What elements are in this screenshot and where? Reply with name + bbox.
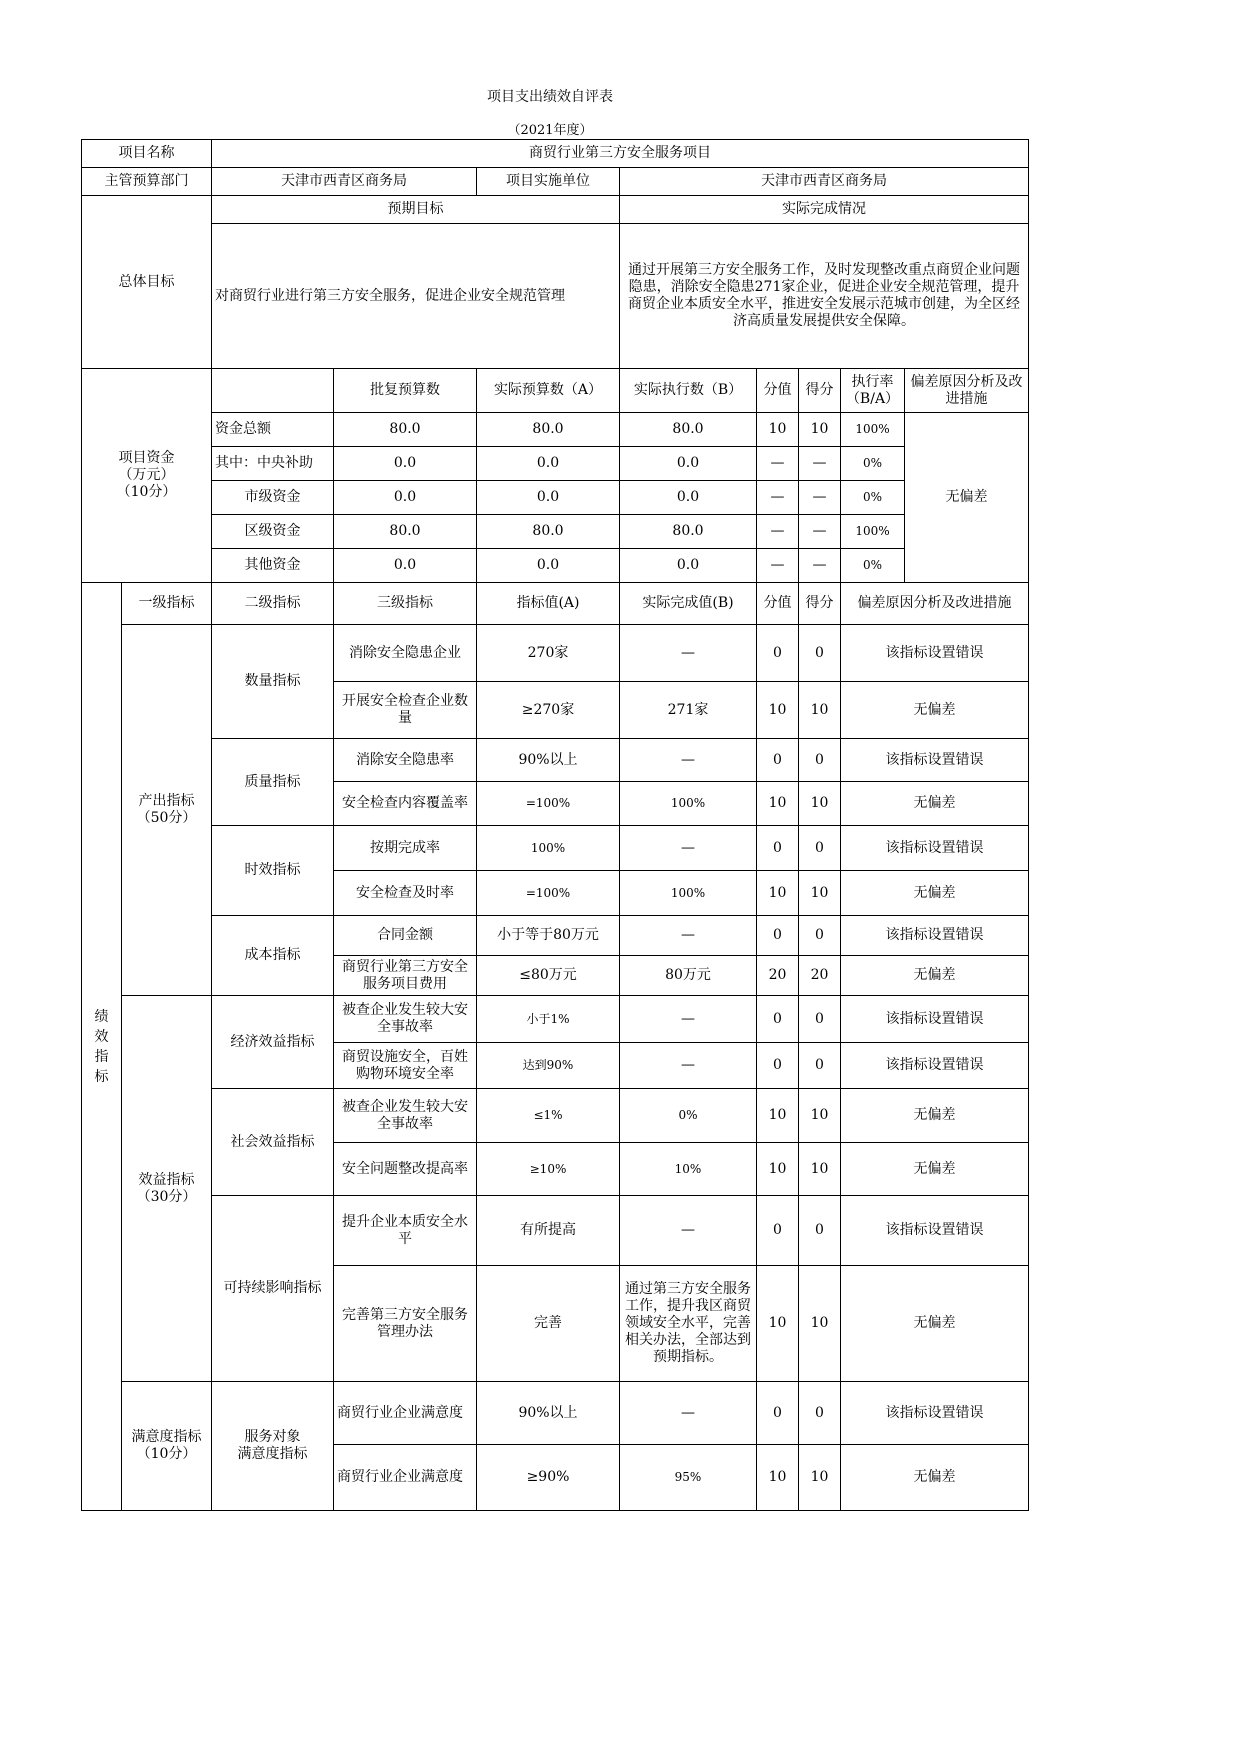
l3-name: 提升企业本质安全水平 — [334, 1196, 477, 1266]
l1-label-line: （30分） — [136, 1188, 197, 1205]
funds-row — [82, 413, 1029, 447]
l2-service-satisfaction — [212, 1382, 334, 1511]
perf-score-header: 分值 — [757, 583, 799, 625]
score: 0 — [757, 1196, 799, 1266]
l1-label-line: （10分） — [136, 1446, 197, 1462]
l1-output — [122, 625, 212, 996]
goals-label: 总体目标 — [82, 196, 212, 369]
target-value: 有所提高 — [477, 1196, 620, 1266]
funds-rate: 0% — [841, 549, 905, 583]
funds-approved: 80.0 — [334, 515, 477, 549]
impl-label: 项目实施单位 — [477, 168, 620, 196]
reason: 该指标设置错误 — [841, 996, 1029, 1043]
target-header: 指标值(A) — [477, 583, 620, 625]
funds-got-header: 得分 — [799, 369, 841, 413]
l3-name: 开展安全检查企业数量 — [334, 682, 477, 739]
project-name-label: 项目名称 — [82, 140, 212, 168]
l1-label-line: （50分） — [136, 810, 197, 826]
funds-got: — — [799, 515, 841, 549]
reason: 该指标设置错误 — [841, 1382, 1029, 1445]
reason: 无偏差 — [841, 956, 1029, 996]
funds-actual: 80.0 — [477, 413, 620, 447]
funds-label-line: （万元） — [118, 467, 175, 483]
l2-header: 二级指标 — [212, 583, 334, 625]
indicator-row — [82, 1196, 1029, 1266]
funds-executed: 0.0 — [620, 549, 757, 583]
got: 0 — [799, 1382, 841, 1445]
funds-score: — — [757, 447, 799, 481]
score: 10 — [757, 1089, 799, 1143]
indicator-row — [82, 916, 1029, 956]
l3-name: 安全检查及时率 — [334, 871, 477, 916]
funds-row-name: 资金总额 — [212, 413, 334, 447]
target-value: 完善 — [477, 1266, 620, 1382]
l3-header: 三级指标 — [334, 583, 477, 625]
got: 0 — [799, 826, 841, 871]
got: 10 — [799, 1143, 841, 1196]
l1-label-line: 产出指标 — [138, 793, 195, 809]
score: 0 — [757, 1043, 799, 1089]
actual-value-header: 实际完成值(B) — [620, 583, 757, 625]
funds-score-header: 分值 — [757, 369, 799, 413]
actual-value: — — [620, 625, 757, 682]
actual-value: — — [620, 826, 757, 871]
funds-executed: 80.0 — [620, 515, 757, 549]
l3-name: 商贸行业企业满意度 — [334, 1445, 477, 1511]
reason: 无偏差 — [841, 1089, 1029, 1143]
l1-satisfaction — [122, 1382, 212, 1511]
l1-label-line: 效益指标 — [138, 1171, 195, 1188]
score: 0 — [757, 916, 799, 956]
funds-actual: 0.0 — [477, 447, 620, 481]
funds-score: — — [757, 515, 799, 549]
target-value: 100% — [477, 826, 620, 871]
perf-side-char: 绩 — [94, 1008, 109, 1025]
actual-value: 100% — [620, 782, 757, 826]
funds-row — [82, 447, 1029, 481]
l3-name: 被查企业发生较大安全事故率 — [334, 996, 477, 1043]
actual-value: — — [620, 996, 757, 1043]
got: 10 — [799, 1089, 841, 1143]
funds-rate: 0% — [841, 447, 905, 481]
score: 0 — [757, 996, 799, 1043]
reason: 无偏差 — [841, 1143, 1029, 1196]
l1-header: 一级指标 — [122, 583, 212, 625]
perf-side-label — [82, 583, 122, 1511]
target-value: ≤1% — [477, 1089, 620, 1143]
target-value: ≥90% — [477, 1445, 620, 1511]
perf-got-header: 得分 — [799, 583, 841, 625]
indicator-row — [82, 739, 1029, 782]
score: 10 — [757, 1445, 799, 1511]
target-value: =100% — [477, 782, 620, 826]
l1-benefit — [122, 996, 212, 1382]
target-value: 达到90% — [477, 1043, 620, 1089]
l2-sustainable: 可持续影响指标 — [212, 1196, 334, 1382]
got: 10 — [799, 1445, 841, 1511]
l3-name: 安全问题整改提高率 — [334, 1143, 477, 1196]
l2-label-line: 服务对象 — [244, 1429, 301, 1445]
funds-reason: 无偏差 — [905, 413, 1029, 583]
target-value: ≥10% — [477, 1143, 620, 1196]
funds-approved: 0.0 — [334, 481, 477, 515]
got: 0 — [799, 1043, 841, 1089]
actual-value: — — [620, 1196, 757, 1266]
score: 10 — [757, 1143, 799, 1196]
l3-name: 消除安全隐患率 — [334, 739, 477, 782]
dept-label: 主管预算部门 — [82, 168, 212, 196]
reason: 该指标设置错误 — [841, 1196, 1029, 1266]
score: 0 — [757, 826, 799, 871]
funds-row — [82, 549, 1029, 583]
approved-budget-header: 批复预算数 — [334, 369, 477, 413]
perf-side-char: 标 — [94, 1068, 109, 1085]
got: 0 — [799, 625, 841, 682]
actual-budget-header: 实际预算数（A） — [477, 369, 620, 413]
indicator-row — [82, 1382, 1029, 1445]
funds-approved: 0.0 — [334, 549, 477, 583]
reason: 该指标设置错误 — [841, 916, 1029, 956]
got: 20 — [799, 956, 841, 996]
score: 10 — [757, 782, 799, 826]
funds-label — [82, 369, 212, 583]
department-row — [82, 168, 1029, 196]
l3-name: 合同金额 — [334, 916, 477, 956]
target-value: ≥270家 — [477, 682, 620, 739]
got: 0 — [799, 739, 841, 782]
indicator-row — [82, 1089, 1029, 1143]
got: 10 — [799, 871, 841, 916]
funds-score: — — [757, 481, 799, 515]
funds-row — [82, 481, 1029, 515]
indicator-row — [82, 826, 1029, 871]
funds-header-row — [82, 369, 1029, 413]
funds-score: — — [757, 549, 799, 583]
l3-name: 按期完成率 — [334, 826, 477, 871]
funds-actual: 0.0 — [477, 549, 620, 583]
funds-label-line: 项目资金 — [118, 450, 175, 466]
actual-value: 100% — [620, 871, 757, 916]
funds-executed: 0.0 — [620, 481, 757, 515]
funds-row-name: 其他资金 — [212, 549, 334, 583]
self-evaluation-table — [81, 139, 1029, 1511]
actual-value: — — [620, 916, 757, 956]
execution-rate-header: 执行率（B/A） — [841, 369, 905, 413]
goals-header-row — [82, 196, 1029, 224]
l2-timeliness: 时效指标 — [212, 826, 334, 916]
target-value: 小于等于80万元 — [477, 916, 620, 956]
page-title: 项目支出绩效自评表 — [487, 89, 613, 105]
target-value: =100% — [477, 871, 620, 916]
actual-completion-text: 通过开展第三方安全服务工作，及时发现整改重点商贸企业问题隐患，消除安全隐患271家企业，促进企业安全规范管理，提升商贸企业本质安全水平，推进安全发展示范城市创建，为全区经济高质量发展提供安全保障。 — [620, 224, 1029, 369]
actual-value: — — [620, 739, 757, 782]
funds-score: 10 — [757, 413, 799, 447]
reason: 无偏差 — [841, 1266, 1029, 1382]
l2-quantity: 数量指标 — [212, 625, 334, 739]
actual-value: 80万元 — [620, 956, 757, 996]
l3-name: 安全检查内容覆盖率 — [334, 782, 477, 826]
score: 0 — [757, 739, 799, 782]
reason: 无偏差 — [841, 871, 1029, 916]
expected-goal-header: 预期目标 — [212, 196, 620, 224]
actual-value: 0% — [620, 1089, 757, 1143]
reason: 无偏差 — [841, 1445, 1029, 1511]
funds-got: — — [799, 481, 841, 515]
l3-name: 被查企业发生较大安全事故率 — [334, 1089, 477, 1143]
perf-reason-header: 偏差原因分析及改进措施 — [841, 583, 1029, 625]
reason: 该指标设置错误 — [841, 625, 1029, 682]
score: 10 — [757, 1266, 799, 1382]
l3-name: 完善第三方安全服务管理办法 — [334, 1266, 477, 1382]
l3-name: 商贸设施安全，百姓购物环境安全率 — [334, 1043, 477, 1089]
actual-value: — — [620, 1382, 757, 1445]
actual-completion-header: 实际完成情况 — [620, 196, 1029, 224]
executed-header: 实际执行数（B） — [620, 369, 757, 413]
perf-side-char: 指 — [94, 1048, 109, 1065]
funds-blank-header — [212, 369, 334, 413]
funds-executed: 0.0 — [620, 447, 757, 481]
reason: 该指标设置错误 — [841, 739, 1029, 782]
goals-content-row — [82, 224, 1029, 369]
funds-approved: 80.0 — [334, 413, 477, 447]
got: 0 — [799, 996, 841, 1043]
page-year: （2021年度） — [507, 123, 593, 138]
l2-cost: 成本指标 — [212, 916, 334, 996]
funds-actual: 80.0 — [477, 515, 620, 549]
score: 20 — [757, 956, 799, 996]
l2-social: 社会效益指标 — [212, 1089, 334, 1196]
l2-label-line: 满意度指标 — [237, 1446, 308, 1462]
funds-reason-header: 偏差原因分析及改进措施 — [905, 369, 1029, 413]
score: 0 — [757, 1382, 799, 1445]
actual-value: 95% — [620, 1445, 757, 1511]
target-value: 90%以上 — [477, 739, 620, 782]
indicator-row — [82, 625, 1029, 682]
perf-header-row — [82, 583, 1029, 625]
funds-row-name: 区级资金 — [212, 515, 334, 549]
target-value: 270家 — [477, 625, 620, 682]
actual-value: 通过第三方安全服务工作，提升我区商贸领域安全水平，完善相关办法，全部达到预期指标。 — [620, 1266, 757, 1382]
funds-executed: 80.0 — [620, 413, 757, 447]
perf-side-char: 效 — [94, 1028, 109, 1045]
project-name-value: 商贸行业第三方安全服务项目 — [212, 140, 1029, 168]
got: 10 — [799, 1266, 841, 1382]
funds-rate: 0% — [841, 481, 905, 515]
score: 10 — [757, 682, 799, 739]
score: 10 — [757, 871, 799, 916]
got: 0 — [799, 916, 841, 956]
target-value: 90%以上 — [477, 1382, 620, 1445]
got: 0 — [799, 1196, 841, 1266]
reason: 该指标设置错误 — [841, 1043, 1029, 1089]
funds-actual: 0.0 — [477, 481, 620, 515]
got: 10 — [799, 682, 841, 739]
impl-value: 天津市西青区商务局 — [620, 168, 1029, 196]
actual-value: — — [620, 1043, 757, 1089]
funds-got: — — [799, 447, 841, 481]
funds-row — [82, 515, 1029, 549]
l3-name: 商贸行业企业满意度 — [334, 1382, 477, 1445]
score: 0 — [757, 625, 799, 682]
funds-got: — — [799, 549, 841, 583]
indicator-row — [82, 996, 1029, 1043]
expected-goal-text: 对商贸行业进行第三方安全服务，促进企业安全规范管理 — [212, 224, 620, 369]
funds-label-line: （10分） — [116, 484, 177, 500]
l2-quality: 质量指标 — [212, 739, 334, 826]
reason: 该指标设置错误 — [841, 826, 1029, 871]
project-name-row — [82, 140, 1029, 168]
l3-name: 商贸行业第三方安全服务项目费用 — [334, 956, 477, 996]
dept-value: 天津市西青区商务局 — [212, 168, 477, 196]
reason: 无偏差 — [841, 682, 1029, 739]
funds-row-name: 市级资金 — [212, 481, 334, 515]
actual-value: 271家 — [620, 682, 757, 739]
got: 10 — [799, 782, 841, 826]
funds-row-name: 其中：中央补助 — [212, 447, 334, 481]
reason: 无偏差 — [841, 782, 1029, 826]
l1-label-line: 满意度指标 — [131, 1429, 202, 1445]
funds-rate: 100% — [841, 515, 905, 549]
funds-approved: 0.0 — [334, 447, 477, 481]
target-value: 小于1% — [477, 996, 620, 1043]
actual-value: 10% — [620, 1143, 757, 1196]
target-value: ≤80万元 — [477, 956, 620, 996]
funds-got: 10 — [799, 413, 841, 447]
l3-name: 消除安全隐患企业 — [334, 625, 477, 682]
funds-rate: 100% — [841, 413, 905, 447]
l2-economic: 经济效益指标 — [212, 996, 334, 1089]
